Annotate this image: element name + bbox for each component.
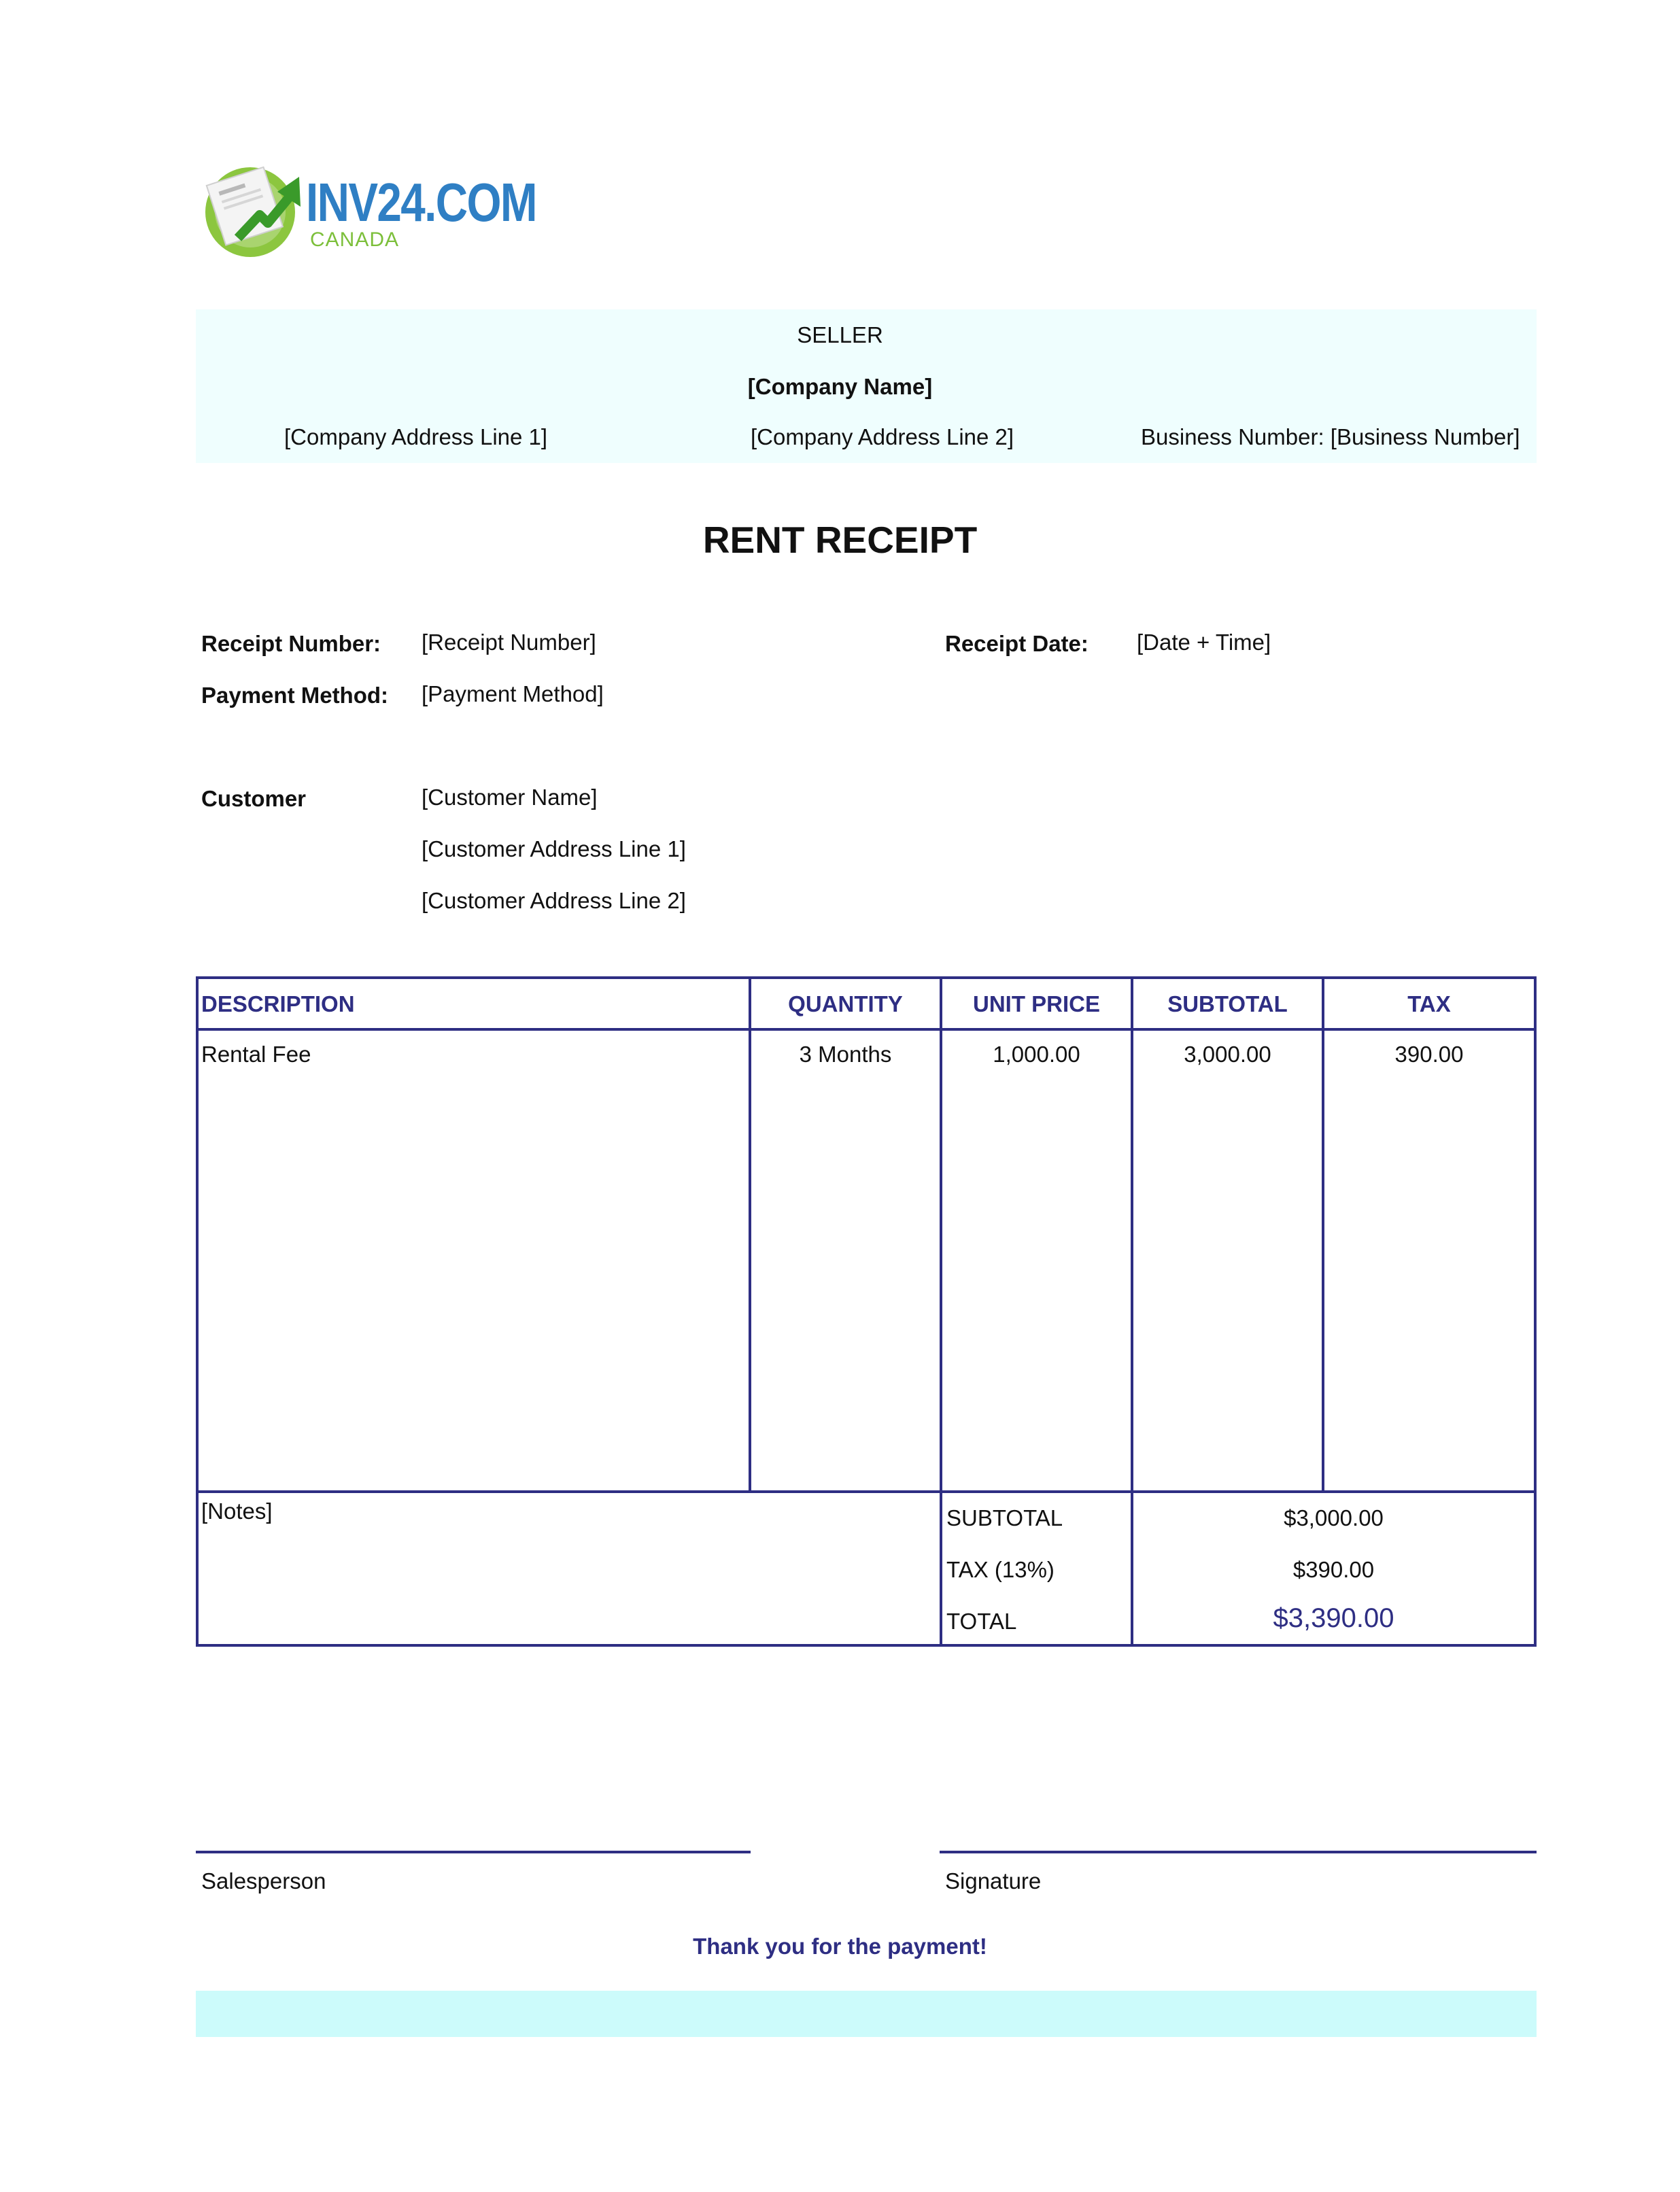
company-address-line1: [Company Address Line 1] xyxy=(284,424,548,449)
row-unit-price: 1,000.00 xyxy=(993,1042,1080,1067)
row-quantity: 3 Months xyxy=(799,1042,892,1067)
payment-method-value: [Payment Method] xyxy=(422,681,604,706)
subtotal-label: SUBTOTAL xyxy=(946,1505,1063,1530)
row-description: Rental Fee xyxy=(201,1042,311,1067)
business-number: Business Number: [Business Number] xyxy=(1141,424,1520,449)
row-tax: 390.00 xyxy=(1394,1042,1464,1067)
company-address-line2: [Company Address Line 2] xyxy=(751,424,1014,449)
receipt-date-label: Receipt Date: xyxy=(945,631,1088,656)
notes: [Notes] xyxy=(201,1499,273,1524)
customer-name: [Customer Name] xyxy=(422,785,598,810)
signature-label: Signature xyxy=(945,1868,1042,1894)
receipt-number-label: Receipt Number: xyxy=(201,631,381,656)
seller-label: SELLER xyxy=(797,322,883,347)
table-border-top xyxy=(196,976,1537,979)
header-description: DESCRIPTION xyxy=(201,991,355,1016)
signature-line xyxy=(940,1851,1537,1853)
customer-address-line1: [Customer Address Line 1] xyxy=(422,836,686,861)
company-name: [Company Name] xyxy=(747,374,933,399)
total-value: $3,390.00 xyxy=(1273,1603,1394,1633)
tax-value: $390.00 xyxy=(1292,1557,1375,1582)
table-border-right xyxy=(1534,976,1537,1647)
page-title: RENT RECEIPT xyxy=(702,519,978,561)
row-subtotal: 3,000.00 xyxy=(1184,1042,1271,1067)
receipt-number-value: [Receipt Number] xyxy=(422,630,596,655)
header-unit-price: UNIT PRICE xyxy=(972,991,1100,1016)
header-tax: TAX xyxy=(1407,991,1451,1016)
tax-label: TAX (13%) xyxy=(946,1557,1055,1582)
brand-region: CANADA xyxy=(310,228,400,251)
table-header-divider xyxy=(196,1028,1537,1031)
salesperson-label: Salesperson xyxy=(201,1868,326,1894)
header-quantity: QUANTITY xyxy=(788,991,903,1016)
customer-address-line2: [Customer Address Line 2] xyxy=(422,888,686,913)
receipt-date-value: [Date + Time] xyxy=(1137,630,1271,655)
total-label: TOTAL xyxy=(946,1609,1017,1634)
brand-name: INV24.COM xyxy=(306,172,536,233)
table-border-left xyxy=(196,976,199,1647)
table-border-bottom xyxy=(196,1644,1537,1647)
subtotal-value: $3,000.00 xyxy=(1284,1505,1384,1530)
salesperson-line xyxy=(196,1851,751,1853)
payment-method-label: Payment Method: xyxy=(201,683,389,708)
table-col-divider-2 xyxy=(940,976,942,1647)
thank-you-message: Thank you for the payment! xyxy=(693,1934,987,1959)
footer-band xyxy=(196,1991,1537,2037)
table-items-divider xyxy=(196,1490,1537,1493)
customer-label: Customer xyxy=(201,786,307,811)
header-subtotal: SUBTOTAL xyxy=(1167,991,1288,1016)
table-col-divider-3 xyxy=(1131,976,1133,1647)
